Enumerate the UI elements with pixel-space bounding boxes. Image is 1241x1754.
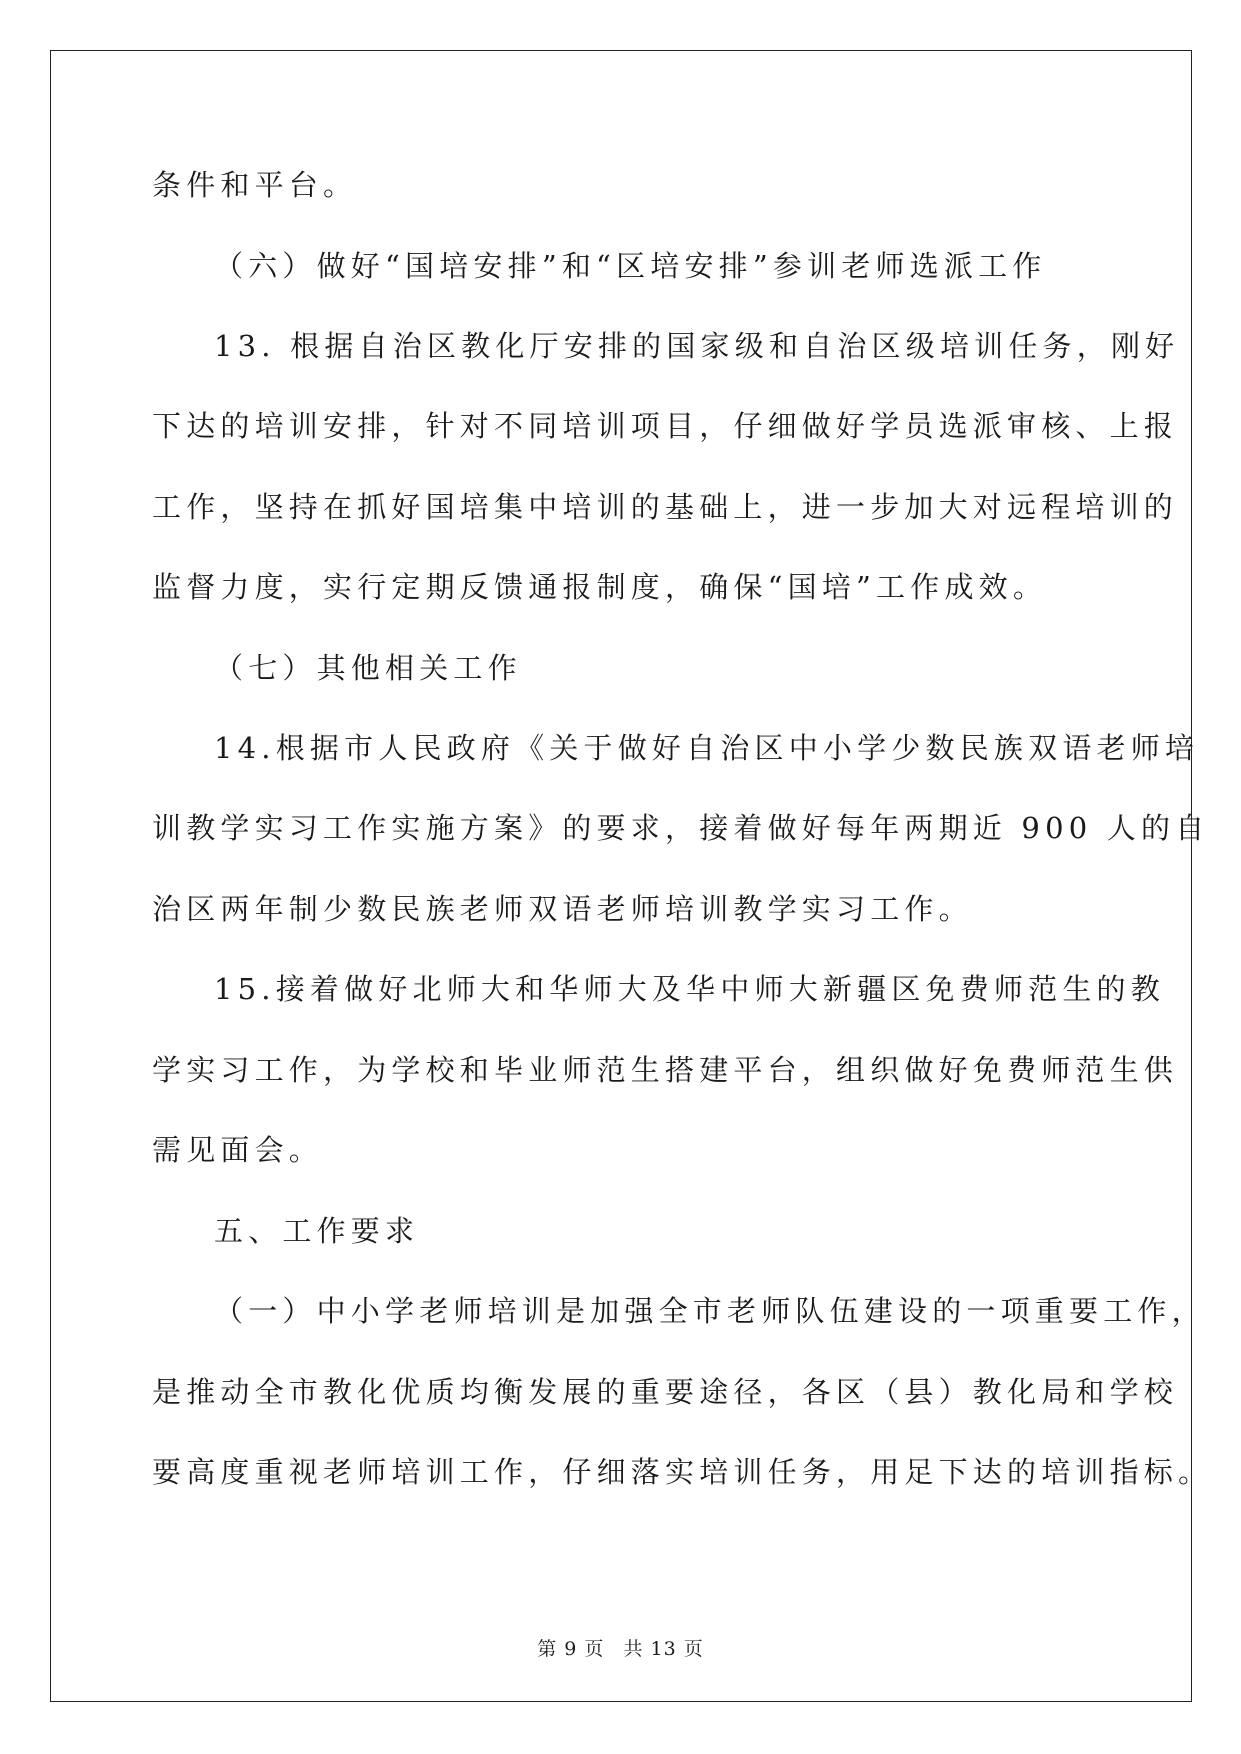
section-heading: 五、工作要求 [214,1214,420,1248]
page-footer [0,1634,1241,1661]
paragraph-line: 需见面会。 [152,1133,324,1167]
paragraph-line: 工作，坚持在抓好国培集中培训的基础上，进一步加大对远程培训的 [152,490,1179,524]
paragraph-line: 是推动全市教化优质均衡发展的重要途径，各区（县）教化局和学校 [152,1375,1179,1409]
paragraph-line: （一）中小学老师培训是加强全市老师队伍建设的一项重要工作， [214,1294,1206,1328]
paragraph-line: 训教学实习工作实施方案》的要求，接着做好每年两期近 900 人的自 [152,811,1210,845]
paragraph-line: 要高度重视老师培训工作，仔细落实培训任务，用足下达的培训指标。 [152,1455,1213,1489]
paragraph-line: 13. 根据自治区教化厅安排的国家级和自治区级培训任务，刚好 [214,329,1180,363]
section-heading: （六）做好“国培安排”和“区培安排”参训老师选派工作 [214,249,1047,283]
page-number: 第 9 页 [537,1638,605,1660]
paragraph-line: 条件和平台。 [152,168,358,202]
paragraph-line: 学实习工作，为学校和毕业师范生搭建平台，组织做好免费师范生供 [152,1053,1179,1087]
paragraph-line: 14.根据市人民政府《关于做好自治区中小学少数民族双语老师培 [214,731,1200,765]
total-pages: 共 13 页 [623,1638,704,1660]
paragraph-line: 15.接着做好北师大和华师大及华中师大新疆区免费师范生的教 [214,972,1165,1006]
paragraph-line: 下达的培训安排，针对不同培训项目，仔细做好学员选派审核、上报 [152,409,1179,443]
paragraph-line: 治区两年制少数民族老师双语老师培训教学实习工作。 [152,892,973,926]
paragraph-line: 监督力度，实行定期反馈通报制度，确保“国培”工作成效。 [152,570,1048,604]
section-heading: （七）其他相关工作 [214,651,522,685]
